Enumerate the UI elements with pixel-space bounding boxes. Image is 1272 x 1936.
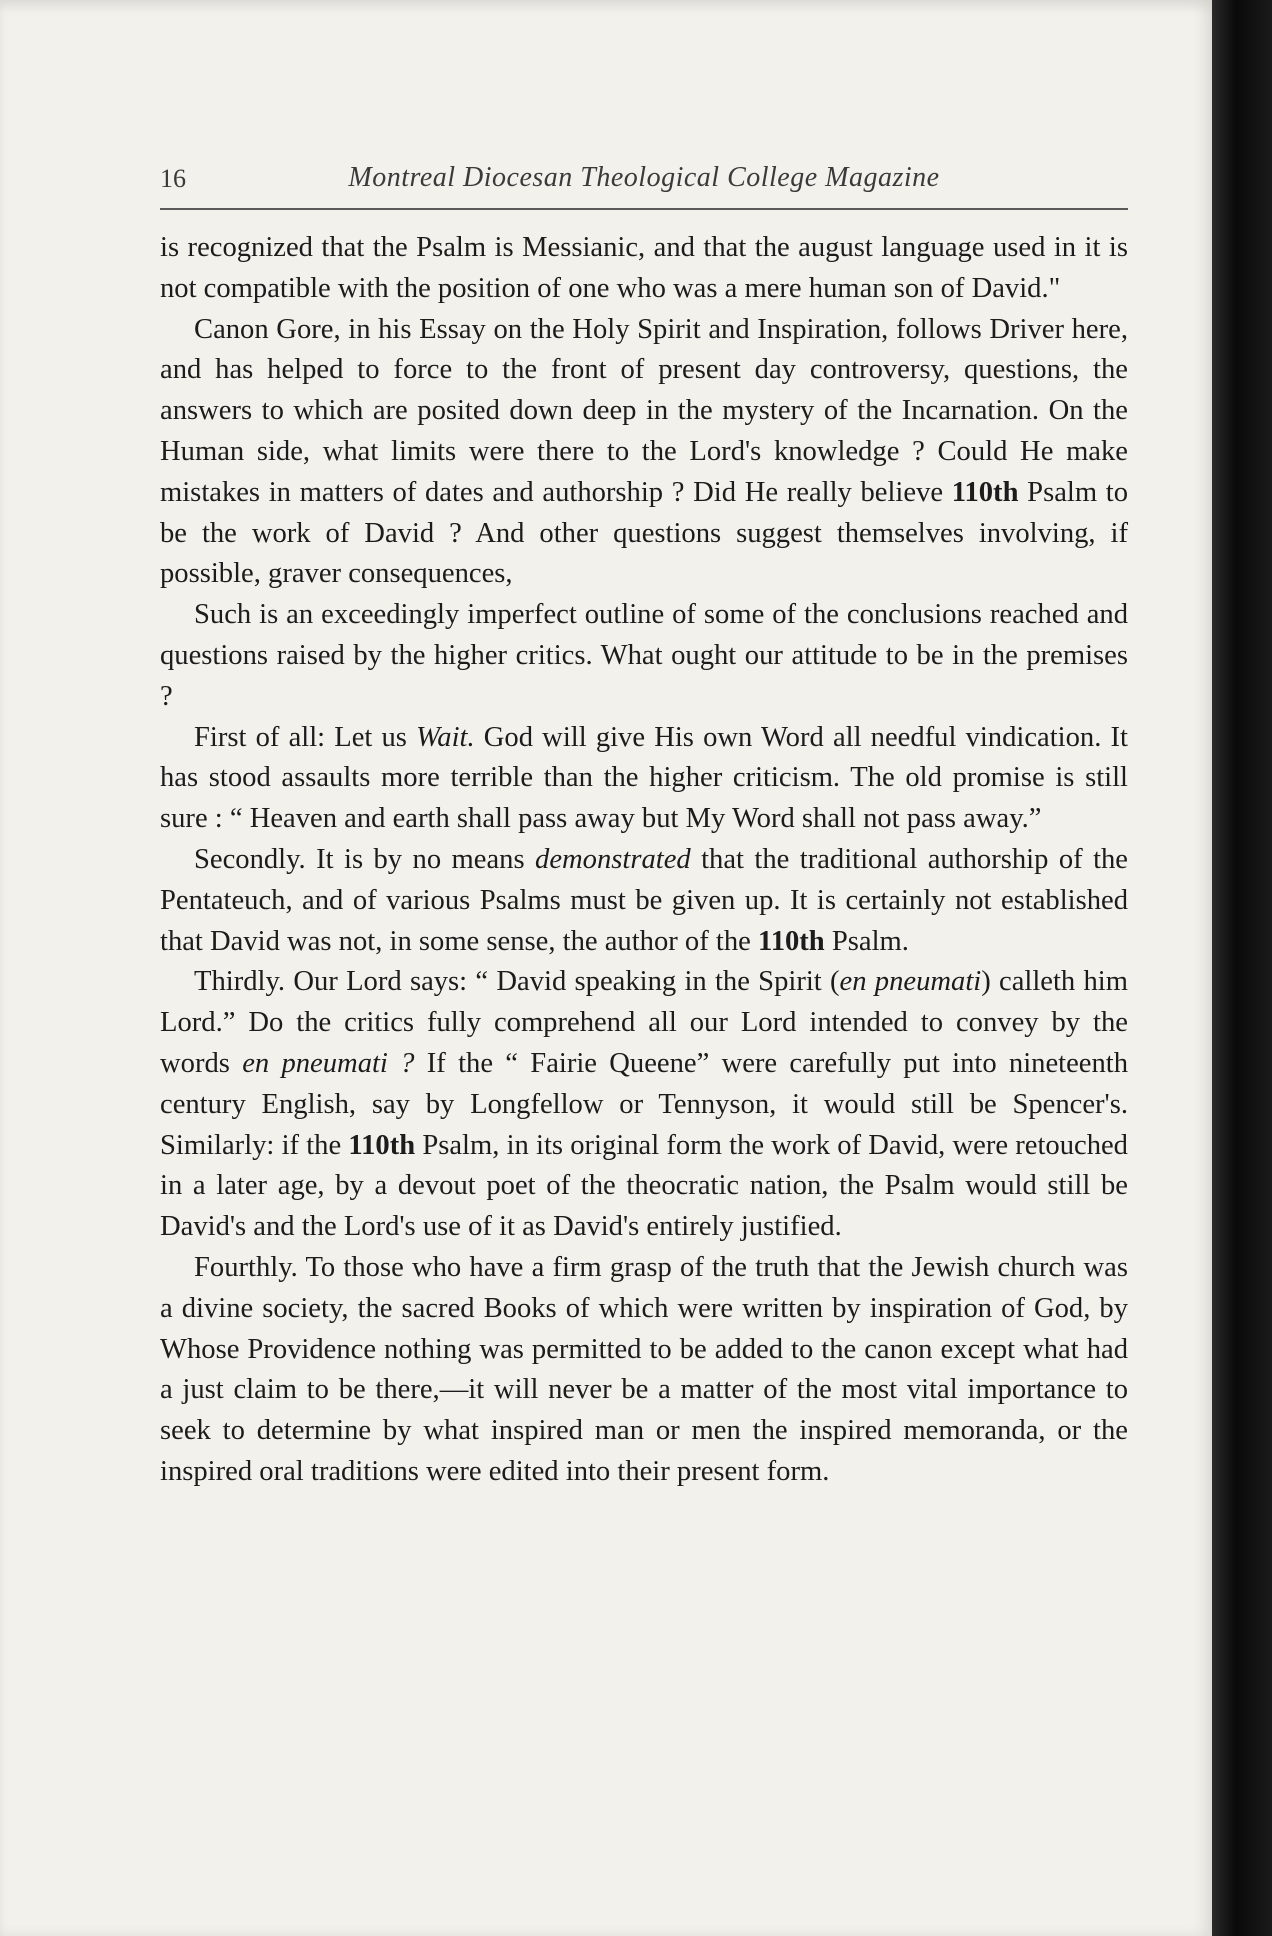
paragraph-4 (160, 718, 1128, 840)
paragraph-3: Such is an exceedingly imperfect outline of some of the conclusions reached and questions raised by the higher critics. What ought our attitude to be in the premises ? (160, 599, 1128, 712)
paragraph-2 (160, 310, 1128, 596)
paragraph-6-part-a: Thirdly. Our Lord says: “ David speaking in the Spirit ( (194, 966, 840, 998)
paragraph-7: Fourthly. To those who have a firm grasp of the truth that the Jewish church was a divine society, the sacred Books of which were written by inspiration of God, by Whose Providence nothing was permitted to be added to the canon except what had a just claim to be there,—it will never be a matter of the most vital importance to seek to determine by what inspired man or men the inspired memoranda, or the inspired oral traditions were edited into their present form. (160, 1251, 1128, 1487)
paragraph-5 (160, 840, 1128, 962)
header-rule (160, 208, 1128, 210)
paragraph-5-part-e: Psalm. (824, 925, 909, 957)
paragraph-4-part-c: God will give His own Word all needful vindication. It has stood assaults more terrible than the higher criticism. The old promise is still sure : “ Heaven and earth shall pass away but My Word shall not pass away.” (160, 721, 1128, 835)
paragraph-4-italic-wait: Wait. (416, 721, 475, 753)
paragraph-5-part-a: Secondly. It is by no means (194, 843, 536, 875)
book-spine-edge (1212, 0, 1272, 1936)
paragraph-6-part-c: ) calleth him Lord.” Do the critics fully comprehend all our Lord intended to convey by the words (160, 966, 1128, 1079)
paragraph-1: is recognized that the Psalm is Messianic, and that the august language used in it is not compatible with the position of one who was a mere human son of David." (160, 232, 1128, 304)
paragraph-6 (160, 962, 1128, 1248)
paragraph-4-part-a: First of all: Let us (194, 721, 417, 753)
paragraph-2-bold-110th: 110th (951, 476, 1019, 508)
paragraph-6-italic-en-pneumati-2: en pneumati ? (242, 1047, 415, 1079)
paragraph-6-part-e: If the “ Fairie Queene” were carefully put into nineteenth century English, say by Longfellow or Tennyson, it would still be Spencer's. Similarly: if the (160, 1047, 1128, 1161)
page-number: 16 (160, 164, 186, 193)
paragraph-2-text: Canon Gore, in his Essay on the Holy Spirit and Inspiration, follows Driver here, and has helped to force to the front of present day controversy, questions, the answers to which are posited down deep in the mystery of the Incarnation. On the Human side, what limits were there to the Lord's knowledge ? Could He make mistakes in matters of dates and authorship ? Did He really believe 110th Psalm to be the work of David ? And other questions suggest themselves involving, if possible, graver consequences, (160, 313, 1128, 590)
paragraph-5-part-c: that the traditional authorship of the Pentateuch, and of various Psalms must be given up. It is certainly not established that David was not, in some sense, the author of the (160, 843, 1129, 957)
body-text (160, 228, 1128, 1493)
page-header (160, 160, 1128, 204)
paragraph-5-bold-110th: 110th (757, 925, 825, 957)
running-head: Montreal Diocesan Theological College Magazine (348, 162, 940, 193)
paragraph-6-bold-110th: 110th (348, 1129, 416, 1161)
paragraph-6-italic-en-pneumati: en pneumati (839, 966, 982, 998)
paragraph-5-italic-demonstrated: demonstrated (535, 843, 691, 875)
paragraph-6-part-g: Psalm, in its original form the work of David, were retouched in a later age, by a devout poet of the theocratic nation, the Psalm would still be David's and the Lord's use of it as David's entirely justified. (160, 1129, 1128, 1243)
